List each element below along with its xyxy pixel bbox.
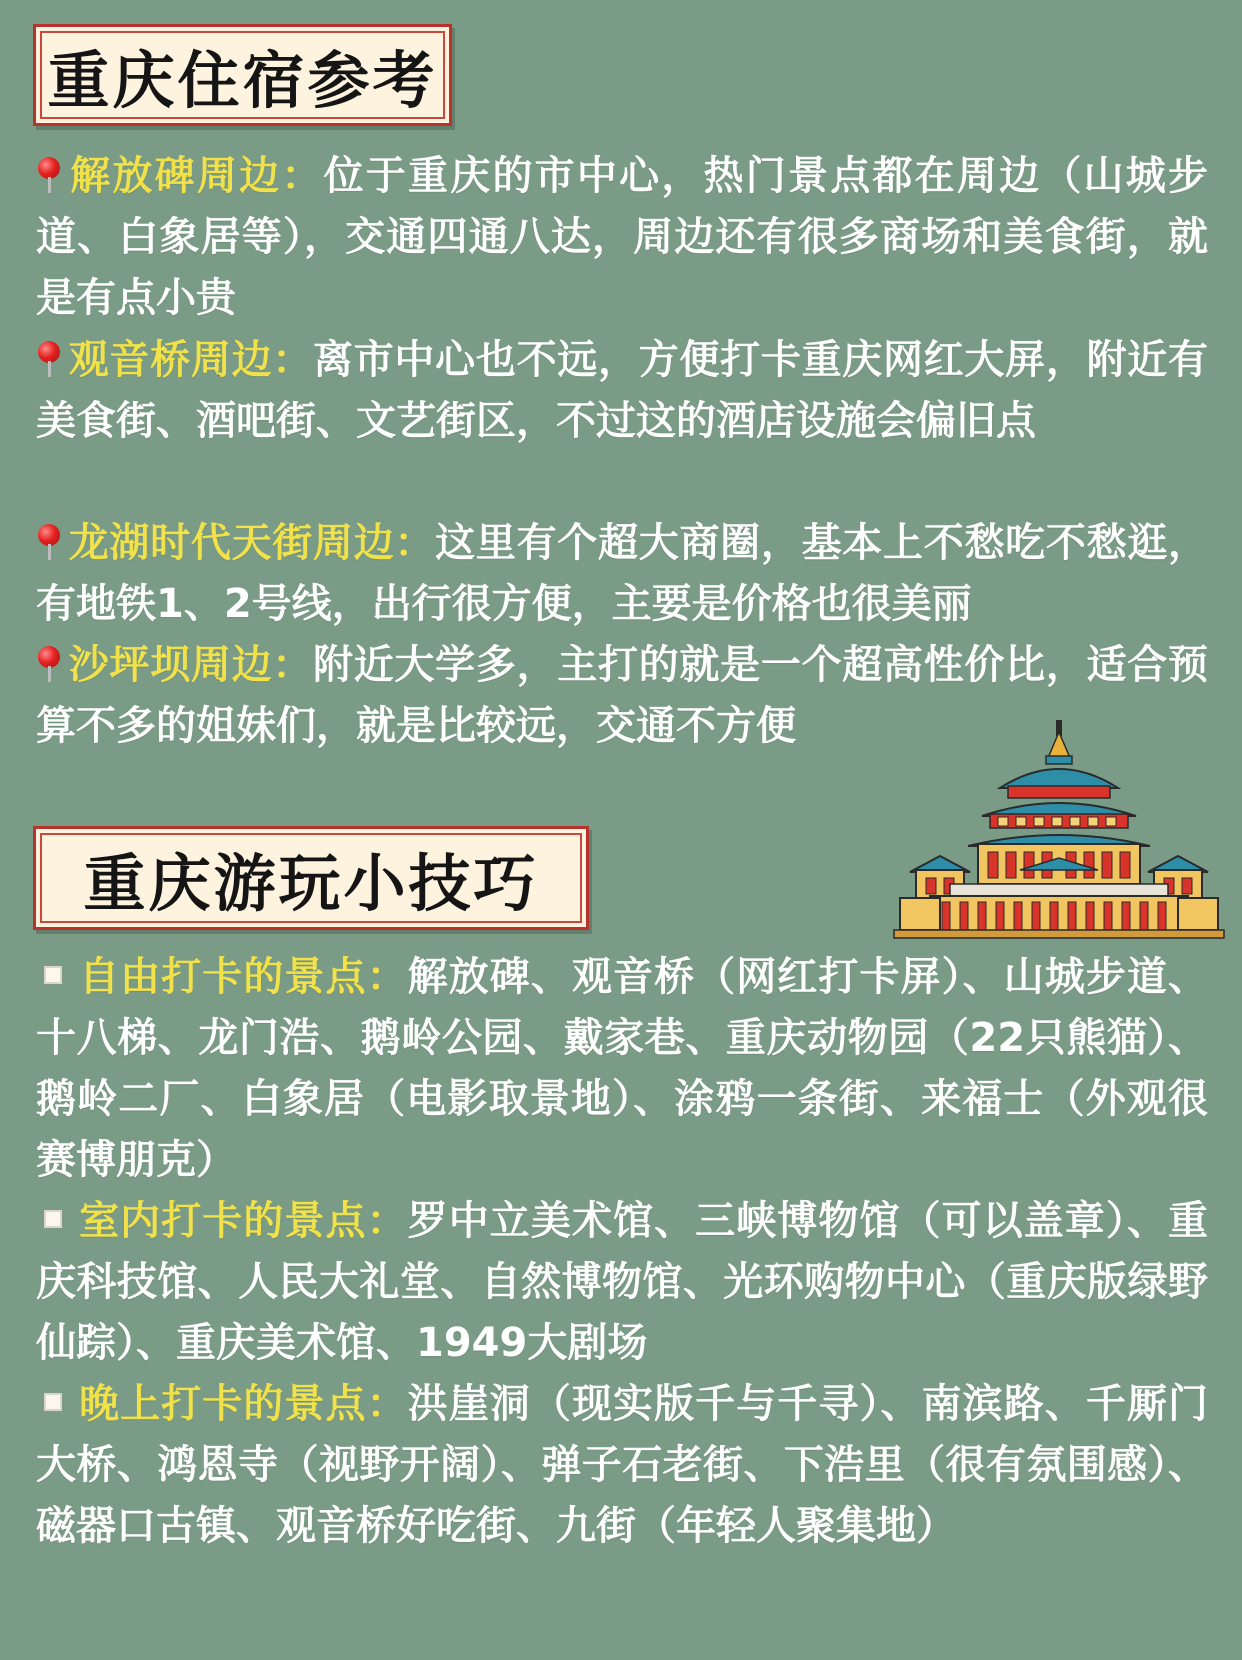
- pin-icon: [36, 155, 62, 195]
- item-text: 离市中心也不远，方便打卡重庆网红大屏，附近有美食街、酒吧街、文艺街区，不过这的酒店设施会偏旧点: [36, 337, 1208, 444]
- tips-item-free-spots: [36, 947, 1208, 1191]
- great-hall-building-icon: [890, 720, 1230, 940]
- item-text: 位于重庆的市中心，热门景点都在周边（山城步道、白象居等），交通四通八达，周边还有很多商场和美食街，就是有点小贵: [36, 153, 1209, 321]
- section-title-text: 重庆游玩小技巧: [83, 846, 539, 920]
- section-title-text: 重庆住宿参考: [47, 43, 438, 117]
- item-text: 罗中立美术馆、三峡博物馆（可以盖章）、重庆科技馆、人民大礼堂、自然博物馆、光环购物中心（重庆版绿野仙踪）、重庆美术馆、1949大剧场: [36, 1198, 1209, 1366]
- item-label: 观音桥周边：: [68, 337, 313, 383]
- item-label: 室内打卡的景点：: [78, 1198, 408, 1244]
- section-title-accommodation: [33, 24, 452, 126]
- tips-item-indoor-spots: [36, 1191, 1208, 1374]
- item-text: 附近大学多，主打的就是一个超高性价比，适合预算不多的姐妹们，就是比较远，交通不方便: [36, 642, 1208, 749]
- accommodation-item-guanyinqiao: [36, 330, 1208, 452]
- pin-icon: [36, 339, 62, 379]
- square-bullet-icon: [44, 966, 62, 984]
- square-bullet-icon: [44, 1393, 62, 1411]
- item-label: 晚上打卡的景点：: [78, 1381, 408, 1427]
- item-text: 解放碑、观音桥（网红打卡屏）、山城步道、十八梯、龙门浩、鹅岭公园、戴家巷、重庆动物园（22只熊猫）、鹅岭二厂、白象居（电影取景地）、涂鸦一条街、来福士（外观很赛博朋克）: [36, 954, 1209, 1183]
- tips-item-night-spots: [36, 1374, 1208, 1557]
- item-label: 自由打卡的景点：: [78, 954, 408, 1000]
- item-text: 洪崖洞（现实版千与千寻）、南滨路、千厮门大桥、鸿恩寺（视野开阔）、弹子石老街、下浩里（很有氛围感）、磁器口古镇、观音桥好吃街、九街（年轻人聚集地）: [36, 1381, 1209, 1549]
- pin-icon: [36, 644, 62, 684]
- item-text: 这里有个超大商圈，基本上不愁吃不愁逛，有地铁1、2号线，出行很方便，主要是价格也很美丽: [36, 520, 1209, 627]
- accommodation-item-longhu: [36, 513, 1208, 635]
- pin-icon: [36, 522, 62, 562]
- item-label: 沙坪坝周边：: [68, 642, 313, 688]
- item-label: 解放碑周边：: [68, 153, 324, 199]
- item-label: 龙湖时代天街周边：: [68, 520, 436, 566]
- accommodation-item-jiefangbei: [36, 146, 1208, 329]
- square-bullet-icon: [44, 1210, 62, 1228]
- section-title-tips: [33, 826, 589, 930]
